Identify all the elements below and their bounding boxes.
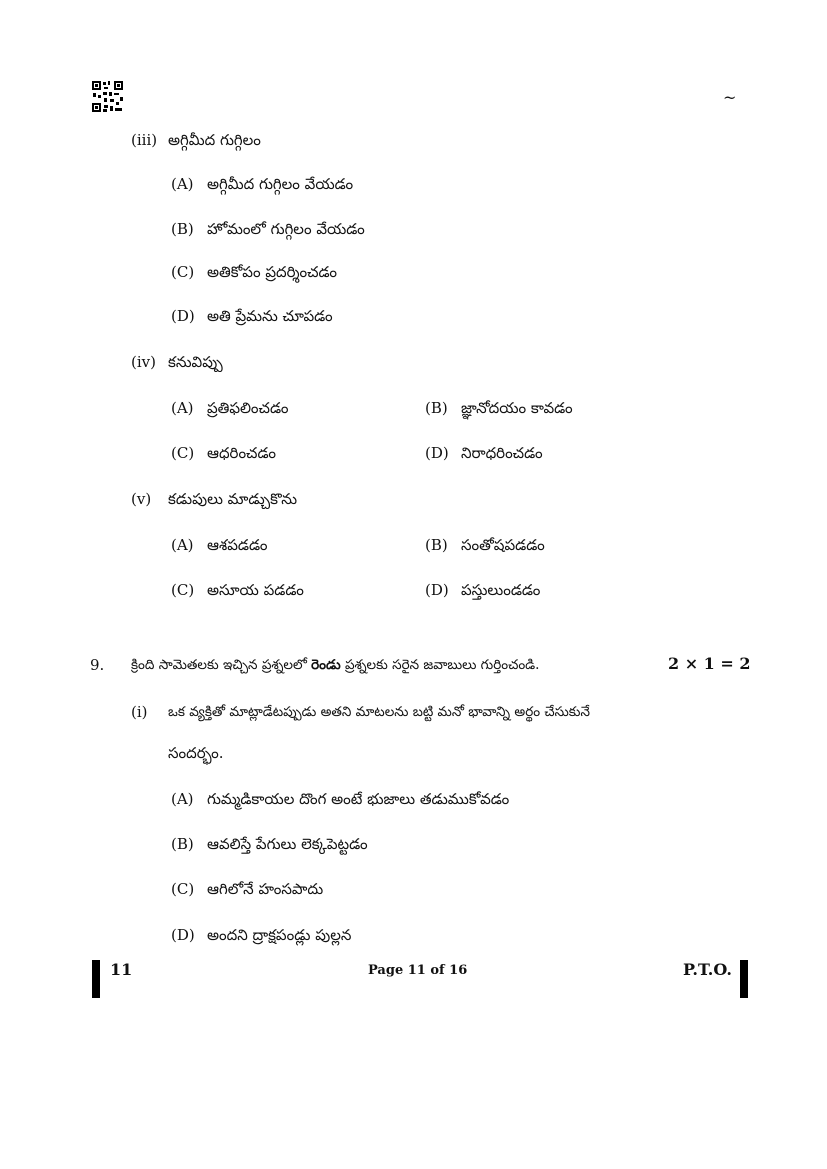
q8-part-iii-number: (iii)	[131, 131, 158, 149]
option-text: ఆగిలోనే హంసపాదు	[207, 880, 324, 898]
option-label: (A)	[171, 790, 194, 808]
q9-part-i-line1: ఒక వ్యక్తితో మాట్లాడేటప్పుడు అతని మాటలను బట్టి మనో భావాన్ని అర్థం చేసుకునే	[168, 704, 590, 720]
page-label: Page 11 of 16	[368, 963, 468, 978]
q8-part-iii-text: అగ్గిమీద గుగ్గిలం	[168, 131, 261, 149]
option-label: (C)	[171, 581, 195, 599]
option-label: (B)	[425, 399, 448, 417]
q9-instruction-post: ప్రశ్నలకు సరైన జవాబులు గుర్తించండి.	[340, 657, 540, 673]
q9-part-i-line2: సందర్భం.	[168, 744, 224, 762]
option-label: (C)	[171, 880, 195, 898]
option-text: ఆధరించడం	[207, 444, 276, 462]
option-text: అతి ప్రేమను చూపడం	[207, 307, 333, 325]
q9-marks: 2 × 1 = 2	[668, 654, 751, 673]
option-label: (D)	[171, 926, 195, 944]
footer-left-bar	[92, 960, 100, 998]
q9-number: 9.	[90, 656, 105, 674]
footer-right-bar	[740, 960, 748, 998]
q9-part-i-number: (i)	[131, 703, 148, 721]
option-text: గుమ్మడికాయల దొంగ అంటే భుజాలు తడుముకోవడం	[207, 790, 510, 808]
option-label: (B)	[425, 536, 448, 554]
option-label: (A)	[171, 399, 194, 417]
option-text: పస్తులుండడం	[461, 581, 541, 599]
option-label: (D)	[171, 307, 195, 325]
option-label: (D)	[425, 581, 449, 599]
q9-instruction-bold: రెండు	[311, 657, 341, 673]
option-text: జ్ఞానోదయం కావడం	[461, 399, 573, 417]
option-label: (B)	[171, 220, 194, 238]
option-label: (C)	[171, 444, 195, 462]
page-number: 11	[110, 960, 133, 979]
option-text: ఆవలిస్తే పేగులు లెక్కపెట్టడం	[207, 835, 368, 853]
option-text: అసూయ పడడం	[207, 581, 304, 599]
q8-part-v-text: కడుపులు మాడ్చుకొను	[168, 490, 298, 508]
option-label: (A)	[171, 175, 194, 193]
option-text: ప్రతిఫలించడం	[207, 399, 289, 417]
q8-part-v-number: (v)	[131, 490, 152, 508]
q8-part-iv-number: (iv)	[131, 353, 156, 371]
qr-code-icon	[91, 80, 124, 113]
option-text: అందని ద్రాక్షపండ్లు పుల్లన	[207, 926, 352, 944]
option-label: (C)	[171, 263, 195, 281]
q9-instruction-pre: క్రింది సామెతలకు ఇచ్చిన ప్రశ్నలలో	[131, 657, 312, 673]
option-text: హోమంలో గుగ్గిలం వేయడం	[207, 220, 365, 238]
pto-label: P.T.O.	[683, 960, 732, 979]
option-text: నిరాధరించడం	[461, 444, 543, 462]
q9-instruction	[131, 655, 631, 675]
option-label: (B)	[171, 835, 194, 853]
option-text: సంతోషపడడం	[461, 536, 545, 554]
q8-part-iv-text: కనువిప్పు	[168, 353, 223, 371]
option-text: అతికోపం ప్రదర్శించడం	[207, 263, 337, 281]
option-label: (D)	[425, 444, 449, 462]
tilde-mark: ~	[723, 88, 737, 107]
option-label: (A)	[171, 536, 194, 554]
option-text: ఆశపడడం	[207, 536, 268, 554]
option-text: అగ్గిమీద గుగ్గిలం వేయడం	[207, 175, 354, 193]
